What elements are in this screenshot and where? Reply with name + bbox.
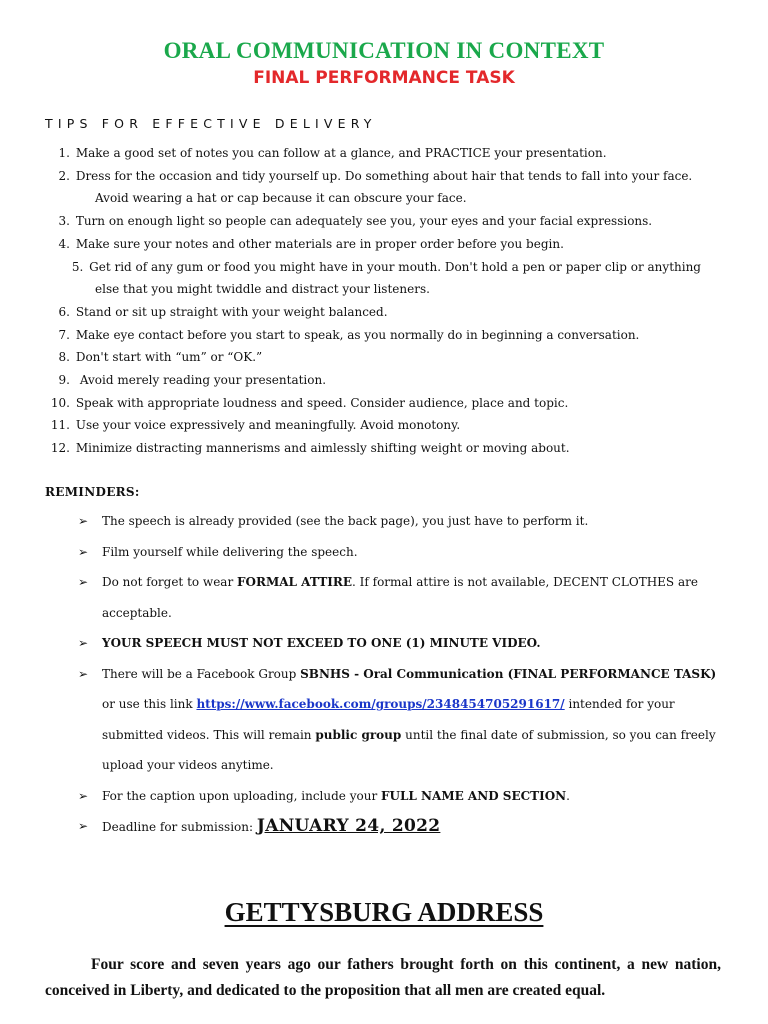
reminder-text: . If formal attire is not available, DECENT CLOTHES are acceptable. <box>102 575 698 620</box>
formal-attire-emphasis: FORMAL ATTIRE <box>237 575 352 589</box>
tip-item <box>0 392 768 415</box>
arrow-bullet-icon: ➢ <box>78 819 89 833</box>
reminder-text: There will be a Facebook Group <box>102 666 301 681</box>
reminder-text: For the caption upon uploading, include your <box>102 788 381 803</box>
tip-number: 9. <box>58 373 70 388</box>
tip-text: Minimize distracting mannerisms and aimlessly shifting weight or moving about. <box>75 441 570 456</box>
tip-text: Make a good set of notes you can follow at a glance, and PRACTICE your presentation. <box>75 146 607 160</box>
tip-text: Make sure your notes and other materials are in proper order before you begin. <box>75 236 564 251</box>
reminder-text: Deadline for submission: <box>102 820 257 834</box>
speech-title: GETTYSBURG ADDRESS <box>224 897 544 927</box>
tip-item <box>0 437 768 460</box>
document-title: ORAL COMMUNICATION IN CONTEXT <box>163 38 605 63</box>
reminder-text: Do not forget to wear <box>102 575 238 589</box>
tip-text-continued: else that you might twiddle and distract your listeners. <box>95 282 430 297</box>
reminder-item <box>78 811 728 843</box>
tip-item <box>0 369 768 392</box>
tip-item <box>0 346 768 369</box>
tip-number: 8. <box>58 350 70 365</box>
tip-number: 12. <box>50 441 70 456</box>
reminders-list <box>78 506 728 843</box>
tip-text: Speak with appropriate loudness and speed. Consider audience, place and topic. <box>75 395 569 410</box>
reminder-item <box>78 628 728 659</box>
tip-text: Use your voice expressively and meaningfully. Avoid monotony. <box>75 418 461 433</box>
public-group-emphasis: public group <box>315 727 402 742</box>
tip-text: Make eye contact before you start to speak, as you normally do in beginning a conversation. <box>75 327 640 342</box>
reminder-item <box>78 506 728 537</box>
tip-number: 4. <box>58 236 70 251</box>
reminders-heading: REMINDERS: <box>45 485 140 499</box>
arrow-bullet-icon: ➢ <box>78 514 89 528</box>
reminder-item <box>78 537 728 568</box>
deadline-date: JANUARY 24, 2022 <box>256 816 441 836</box>
tip-item <box>0 233 768 256</box>
facebook-group-link[interactable]: https://www.facebook.com/groups/2348454705291617/ <box>196 697 565 711</box>
tip-item <box>0 210 768 233</box>
tip-text: Turn on enough light so people can adequately see you, your eyes and your facial expressions. <box>75 214 653 229</box>
arrow-bullet-icon: ➢ <box>78 544 89 559</box>
tip-number: 2. <box>58 168 70 183</box>
document-subtitle: FINAL PERFORMANCE TASK <box>253 68 515 88</box>
tip-item <box>0 324 768 347</box>
tip-text: Avoid merely reading your presentation. <box>79 373 327 388</box>
arrow-bullet-icon: ➢ <box>78 575 89 589</box>
tip-text: Stand or sit up straight with your weight balanced. <box>75 304 388 319</box>
tip-number: 3. <box>58 214 70 229</box>
time-limit-warning: YOUR SPEECH MUST NOT EXCEED TO ONE (1) MINUTE VIDEO. <box>102 636 541 650</box>
speech-text: Four score and seven years ago our fathers brought forth on this continent, a new nation, conceived in Liberty, and dedicated to the proposition that all men are created equal. <box>45 956 721 999</box>
reminder-item <box>78 567 728 628</box>
arrow-bullet-icon: ➢ <box>78 788 89 803</box>
reminder-item <box>78 781 728 812</box>
reminder-item <box>78 659 728 781</box>
reminder-text: until the final date of submission, so you can freely upload your videos anytime. <box>102 727 716 772</box>
caption-requirement: FULL NAME AND SECTION <box>381 788 567 803</box>
tip-text: Don't start with “um” or “OK.” <box>75 350 263 365</box>
tip-text-continued: Avoid wearing a hat or cap because it can obscure your face. <box>95 191 467 206</box>
arrow-bullet-icon: ➢ <box>78 666 89 681</box>
tip-item <box>0 165 768 210</box>
reminder-text: intended for your submitted videos. This will remain <box>102 697 675 742</box>
tip-number: 1. <box>58 146 70 160</box>
tips-list <box>0 142 768 460</box>
tip-item <box>0 301 768 324</box>
tip-text: Get rid of any gum or food you might have in your mouth. Don't hold a pen or paper clip or anything <box>89 259 701 274</box>
facebook-group-name: SBNHS - Oral Communication (FINAL PERFORMANCE TASK) <box>300 666 717 681</box>
tips-heading: TIPS FOR EFFECTIVE DELIVERY <box>45 116 377 131</box>
reminder-text: or use this link <box>102 697 197 711</box>
tip-number: 11. <box>50 418 70 433</box>
reminder-text: . <box>566 788 570 803</box>
tip-text: Dress for the occasion and tidy yourself up. Do something about hair that tends to fall into your face. <box>75 168 693 183</box>
tip-number: 7. <box>58 327 70 342</box>
tip-item <box>0 414 768 437</box>
tip-number: 6. <box>58 304 70 319</box>
reminder-text: Film yourself while delivering the speech. <box>102 544 358 559</box>
reminder-text: The speech is already provided (see the back page), you just have to perform it. <box>102 514 589 528</box>
tip-item <box>0 256 768 301</box>
arrow-bullet-icon: ➢ <box>78 636 89 650</box>
tip-number: 5. <box>71 259 84 274</box>
tip-item <box>0 142 768 165</box>
tip-number: 10. <box>50 395 70 410</box>
